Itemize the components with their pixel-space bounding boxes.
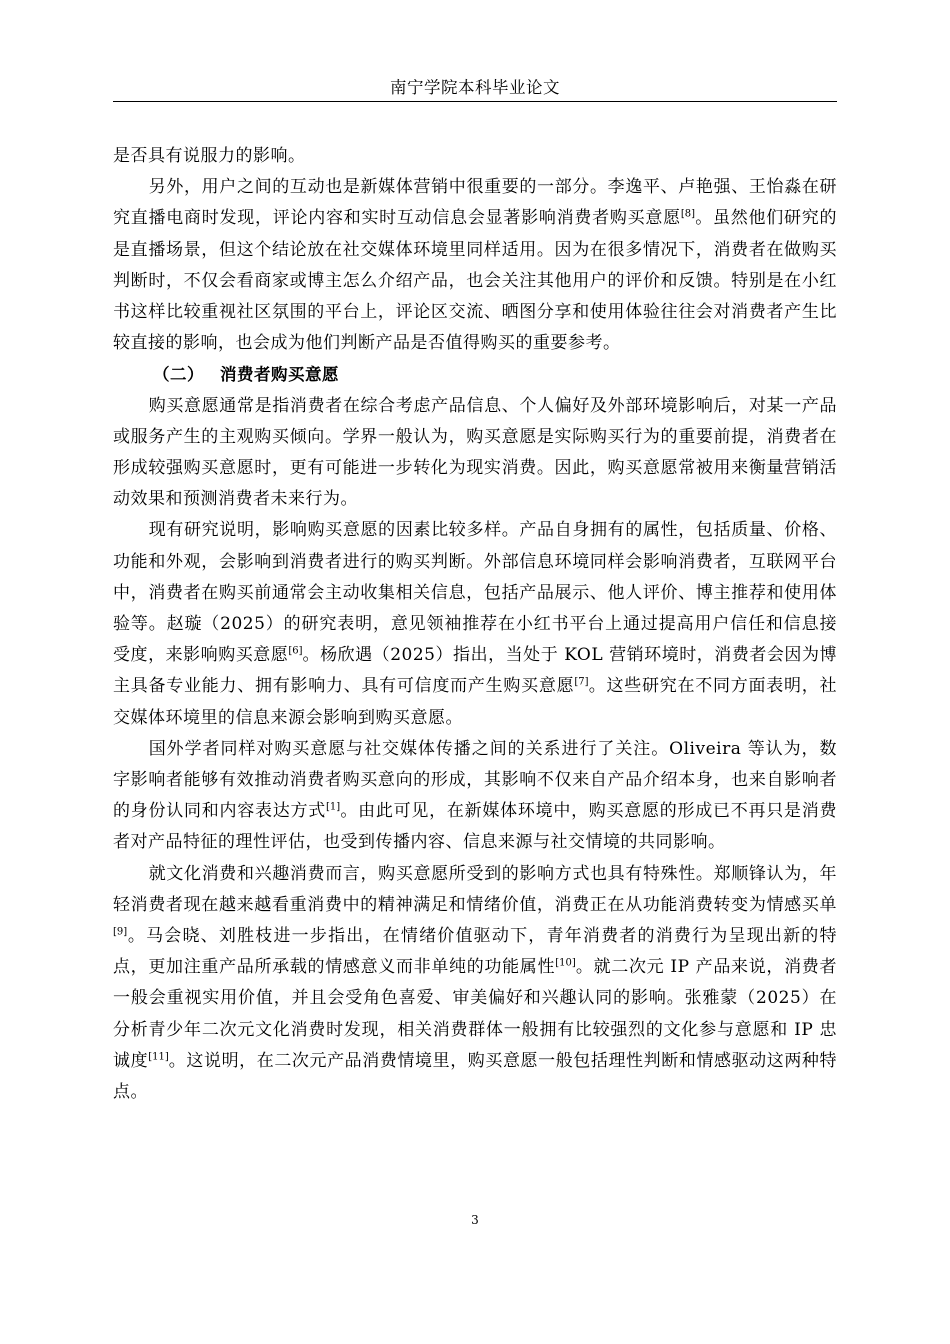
text-segment: 。这些研究在不同方面表明，社交媒体环境里的信息来源会影响到购买意愿。 [113,676,838,728]
citation-ref: [6] [288,645,303,657]
text-segment: 购买意愿通常是指消费者在综合考虑产品信息、个人偏好及外部环境影响后，对某一产品或服务产生的主观购买倾向。学界一般认为，购买意愿是实际购买行为的重要前提，消费者在形成较强购买意愿时，更有可能进一步转化为现实消费。因此，购买意愿常被用来衡量营销活动效果和预测消费者未来行为。 [113,395,837,510]
text-segment: 国外学者同样对购买意愿与社交媒体传播之间的关系进行了关注。Oliveira 等认为，数字影响者能够有效推动消费者购买意向的形成，其影响不仅来自产品介绍本身，也来自影响者的身份认同和内容表达方式 [113,738,837,822]
citation-ref: [8] [680,208,696,220]
text-segment: 。马会晓、刘胜枝进一步指出，在情绪价值驱动下，青年消费者的消费行为呈现出新的特点，更加注重产品所承载的情感意义而非单纯的功能属性 [113,926,837,978]
body-text [113,141,837,1108]
citation-ref: [9] [113,926,128,938]
text-segment: 。由此可见，在新媒体环境中，购买意愿的形成已不再只是消费者对产品特征的理性评估，也受到传播内容、信息来源与社交情境的共同影响。 [113,801,838,853]
header-divider [113,101,837,102]
paragraph [113,515,837,733]
paragraph [113,141,837,172]
text-segment: 。这说明，在二次元产品消费情境里，购买意愿一般包括理性判断和情感驱动这两种特点。 [113,1050,838,1103]
page-number: 3 [471,1213,479,1227]
section-title: 消费者购买意愿 [220,365,339,385]
text-segment: 另外，用户之间的互动也是新媒体营销中很重要的一部分。李逸平、卢艳强、王怡淼在研究直播电商时发现，评论内容和实时互动信息会显著影响消费者购买意愿 [113,177,837,229]
page-header [113,76,837,100]
text-segment: 现有研究说明，影响购买意愿的因素比较多样。产品自身拥有的属性，包括质量、价格、功能和外观，会影响到消费者进行的购买判断。外部信息环境同样会影响消费者，互联网平台中，消费者在购买前通常会主动收集相关信息，包括产品展示、他人评价、博主推荐和使用体验等。赵璇（2025）的研究表明，意见领袖推荐在小红书平台上通过提高用户信任和信息接受度，来影响购买意愿 [113,520,837,666]
citation-ref: [7] [574,676,589,688]
paragraph [113,859,837,1109]
text-segment: 。就二次元 IP 产品来说，消费者一般会重视实用价值，并且会受角色喜爱、审美偏好和兴趣认同的影响。张雅蒙（2025）在分析青少年二次元文化消费时发现，相关消费群体一般拥有比较强烈的文化参与意愿和 IP 忠诚度 [113,957,837,1071]
text-segment: 就文化消费和兴趣消费而言，购买意愿所受到的影响方式也具有特殊性。郑顺锋认为，年轻消费者现在越来越看重消费中的精神满足和情绪价值，消费正在从功能消费转变为情感买单 [113,863,837,915]
citation-ref: [10] [555,957,576,969]
paragraph [113,734,837,859]
text-segment: 是否具有说服力的影响。 [113,146,306,166]
citation-ref: [1] [325,801,341,813]
header-title: 南宁学院本科毕业论文 [390,78,560,97]
citation-ref: [11] [148,1051,169,1063]
text-segment: 。虽然他们研究的是直播场景，但这个结论放在社交媒体环境里同样适用。因为在很多情况下，消费者在做购买判断时，不仅会看商家或博主怎么介绍产品，也会关注其他用户的评价和反馈。特别是在小红书这样比较重视社区氛围的平台上，评论区交流、晒图分享和使用体验往往会对消费者产生比较直接的影响，也会成为他们判断产品是否值得购买的重要参考。 [113,208,838,354]
text-segment: 。杨欣遇（2025）指出，当处于 KOL 营销环境时，消费者会因为博主具备专业能力、拥有影响力、具有可信度而产生购买意愿 [113,645,837,697]
section-number: （二） [153,365,204,385]
paragraph [113,391,837,516]
paragraph [113,172,837,359]
section-heading [113,359,837,390]
